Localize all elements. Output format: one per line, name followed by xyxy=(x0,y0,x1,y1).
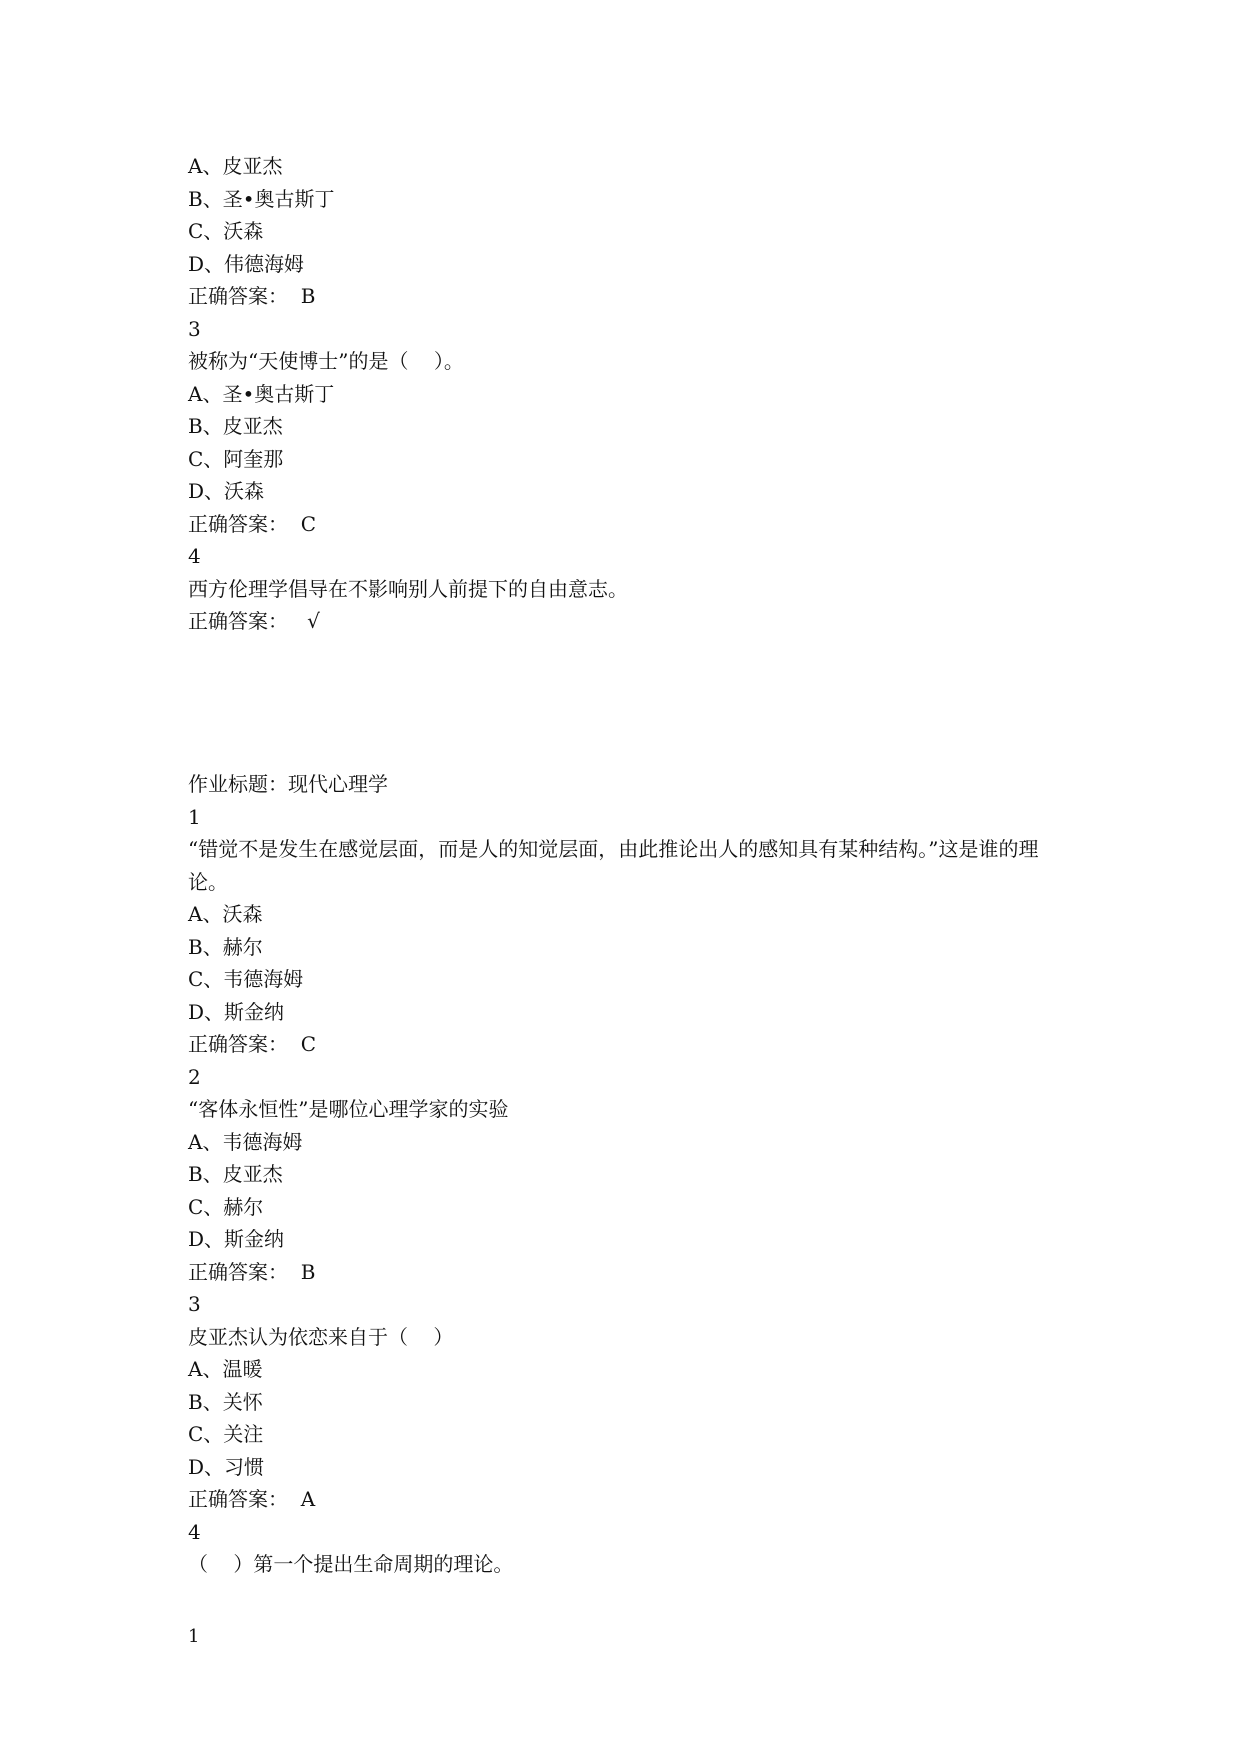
question-number: 3 xyxy=(188,1292,201,1316)
option-a: A、温暖 xyxy=(188,1357,263,1381)
option-c: C、韦德海姆 xyxy=(188,967,304,991)
answer-line xyxy=(188,605,1058,638)
question-text: （ ）第一个提出生命周期的理论。 xyxy=(188,1552,514,1576)
answer-label: 正确答案： xyxy=(188,609,288,633)
option-b: B、皮亚杰 xyxy=(188,1162,283,1186)
answer-line xyxy=(188,1256,1058,1289)
answer-label: 正确答案： xyxy=(188,1259,288,1284)
option-b: B、皮亚杰 xyxy=(188,414,283,438)
option-c: C、关注 xyxy=(188,1422,264,1446)
option-c: C、阿奎那 xyxy=(188,446,284,471)
option-b: B、圣•奥古斯丁 xyxy=(188,186,335,211)
assignment-title: 作业标题：现代心理学 xyxy=(188,772,388,796)
option-b: B、赫尔 xyxy=(188,934,263,959)
question-text: 皮亚杰认为依恋来自于（ ） xyxy=(188,1324,454,1349)
option-a: A、圣•奥古斯丁 xyxy=(188,381,335,406)
question-number: 1 xyxy=(188,804,201,829)
answer-value: √ xyxy=(307,609,320,633)
page-number: 1 xyxy=(188,1626,200,1647)
question-block-1 xyxy=(188,150,1058,638)
question-number: 4 xyxy=(188,1519,201,1544)
option-d: D、斯金纳 xyxy=(188,999,285,1024)
option-a: A、皮亚杰 xyxy=(188,154,283,178)
question-text: 被称为“天使博士”的是（ ）。 xyxy=(188,349,464,373)
answer-label: 正确答案： xyxy=(188,284,288,308)
answer-line xyxy=(188,1028,1058,1061)
question-number: 3 xyxy=(188,316,201,341)
answer-line xyxy=(188,508,1058,541)
option-b: B、关怀 xyxy=(188,1389,263,1414)
answer-label: 正确答案： xyxy=(188,1032,288,1056)
question-text: “错觉不是发生在感觉层面，而是人的知觉层面，由此推论出人的感知具有某种结构。”这是谁的理论。 xyxy=(188,837,1039,894)
answer-label: 正确答案： xyxy=(188,1487,288,1511)
answer-value: C xyxy=(300,1032,317,1056)
option-d: D、沃森 xyxy=(188,479,265,503)
answer-line xyxy=(188,1483,1058,1516)
option-a: A、沃森 xyxy=(188,902,263,926)
option-c: C、赫尔 xyxy=(188,1194,264,1219)
option-d: D、伟德海姆 xyxy=(188,251,305,276)
question-block-2 xyxy=(188,768,1058,1581)
question-text: “客体永恒性”是哪位心理学家的实验 xyxy=(188,1097,509,1121)
option-c: C、沃森 xyxy=(188,219,264,243)
question-number: 2 xyxy=(188,1064,201,1089)
answer-label: 正确答案： xyxy=(188,511,288,536)
option-d: D、斯金纳 xyxy=(188,1227,285,1251)
option-d: D、习惯 xyxy=(188,1454,265,1479)
answer-value: C xyxy=(300,511,317,536)
answer-value: B xyxy=(300,284,316,308)
question-text: 西方伦理学倡导在不影响别人前提下的自由意志。 xyxy=(188,576,628,601)
answer-line xyxy=(188,280,1058,313)
answer-value: B xyxy=(300,1259,316,1284)
answer-value: A xyxy=(300,1487,316,1511)
question-number: 4 xyxy=(188,544,201,568)
option-a: A、韦德海姆 xyxy=(188,1129,303,1154)
